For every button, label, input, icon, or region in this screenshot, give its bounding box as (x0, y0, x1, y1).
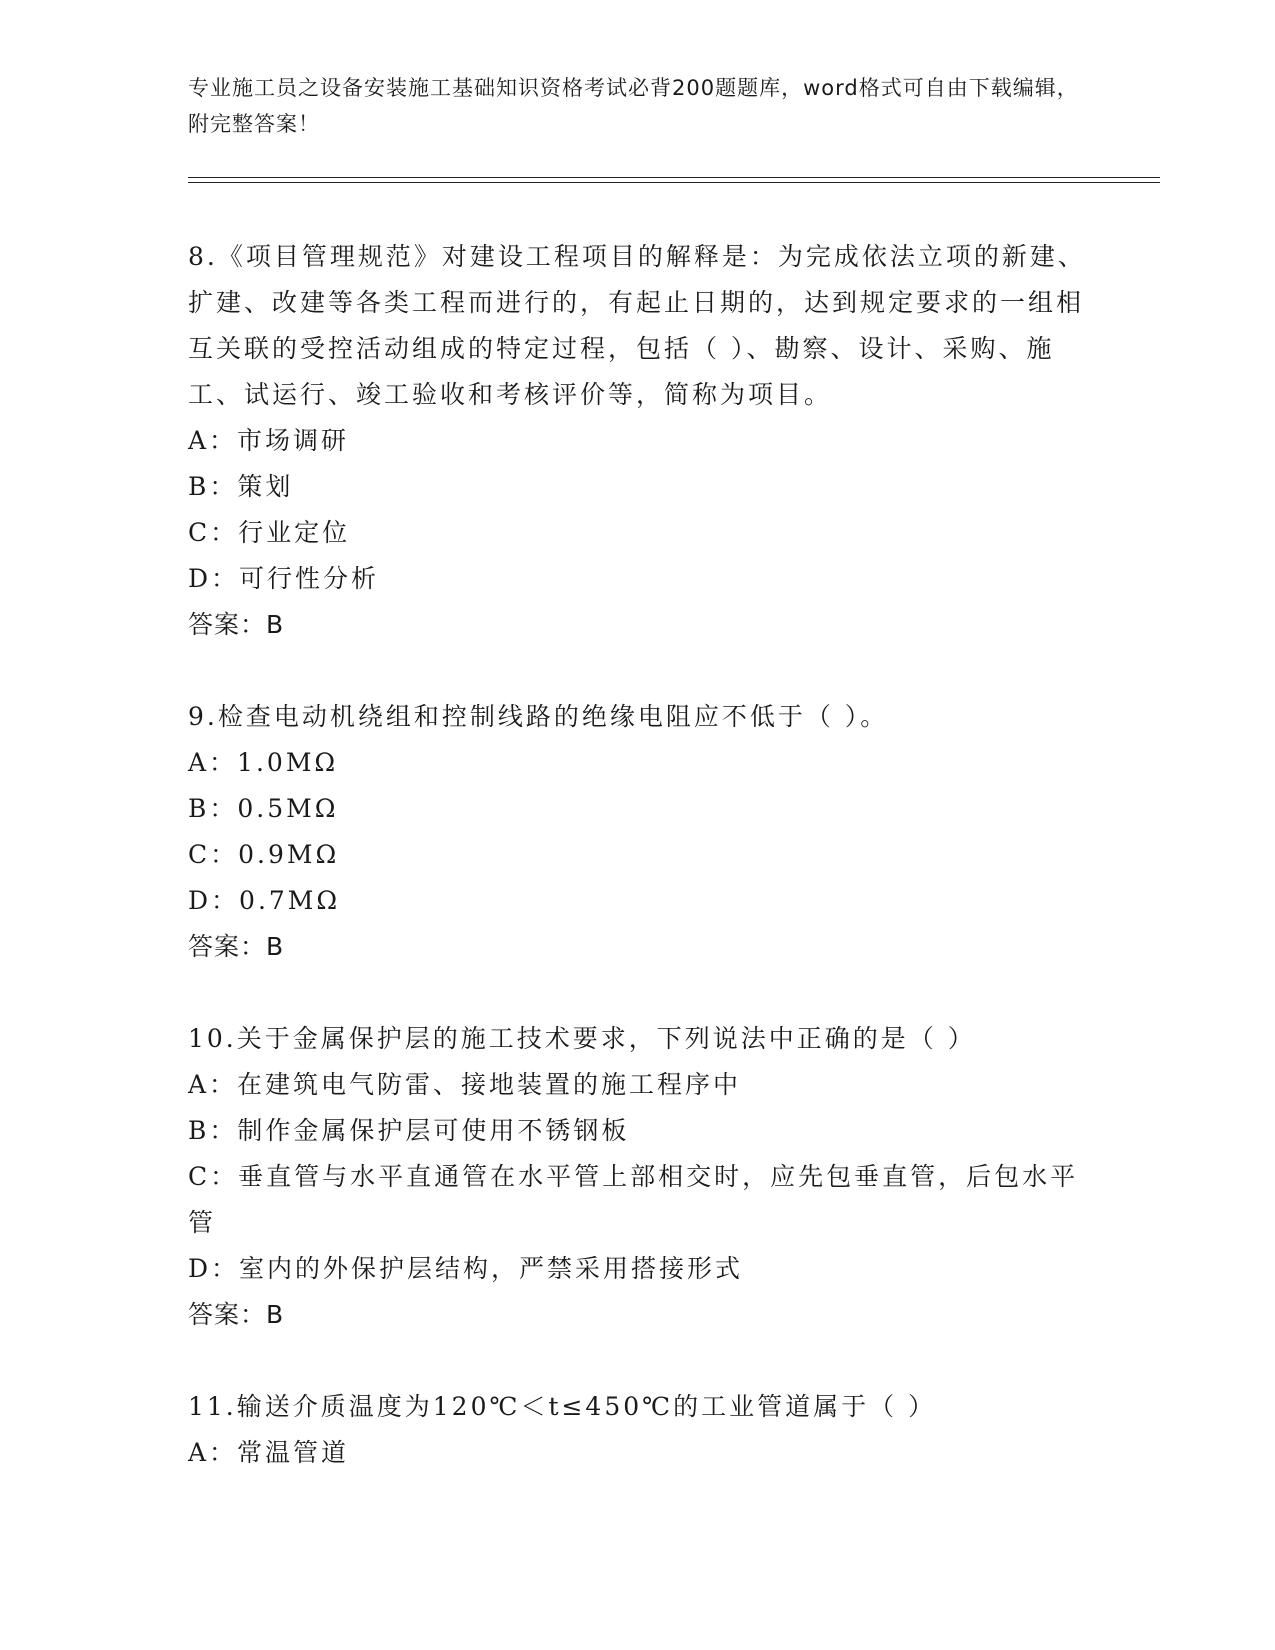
question-8 (188, 234, 1088, 648)
question-9 (188, 694, 1088, 970)
question-stem: 9.检查电动机绕组和控制线路的绝缘电阻应不低于（ ）。 (188, 702, 889, 731)
question-10 (188, 1016, 1088, 1338)
question-11 (188, 1384, 1088, 1476)
header-divider-top (188, 177, 1160, 178)
option-b: B：制作金属保护层可使用不锈钢板 (188, 1116, 630, 1145)
option-c: C：行业定位 (188, 518, 351, 547)
option-a: A：市场调研 (188, 426, 350, 455)
question-stem: 8.《项目管理规范》对建设工程项目的解释是：为完成依法立项的新建、扩建、改建等各类工程而进行的，有起止日期的，达到规定要求的一组相互关联的受控活动组成的特定过程，包括（ ）、勘察、设计、采购、施工、试运行、竣工验收和考核评价等，简称为项目。 (188, 242, 1086, 409)
answer-line: 答案：B (188, 932, 285, 961)
option-d: D：可行性分析 (188, 564, 380, 593)
option-a: A：在建筑电气防雷、接地装置的施工程序中 (188, 1070, 742, 1099)
header-divider-bottom (188, 182, 1160, 183)
question-stem: 11.输送介质温度为120℃＜t≤450℃的工业管道属于（ ） (188, 1392, 937, 1421)
option-d: D：0.7MΩ (188, 886, 341, 915)
option-d: D：室内的外保护层结构，严禁采用搭接形式 (188, 1254, 744, 1283)
answer-line: 答案：B (188, 610, 285, 639)
option-b: B：0.5MΩ (188, 794, 339, 823)
answer-line: 答案：B (188, 1300, 285, 1329)
question-list (188, 234, 1088, 1476)
option-b: B：策划 (188, 472, 294, 501)
option-a: A：1.0MΩ (188, 748, 339, 777)
option-c: C：垂直管与水平直通管在水平管上部相交时，应先包垂直管，后包水平管 (188, 1162, 1079, 1237)
document-header: 专业施工员之设备安装施工基础知识资格考试必背200题题库，word格式可自由下载编辑，附完整答案！ (188, 76, 1079, 136)
option-c: C：0.9MΩ (188, 840, 340, 869)
question-stem: 10.关于金属保护层的施工技术要求，下列说法中正确的是（ ） (188, 1024, 976, 1053)
option-a: A：常温管道 (188, 1438, 350, 1467)
